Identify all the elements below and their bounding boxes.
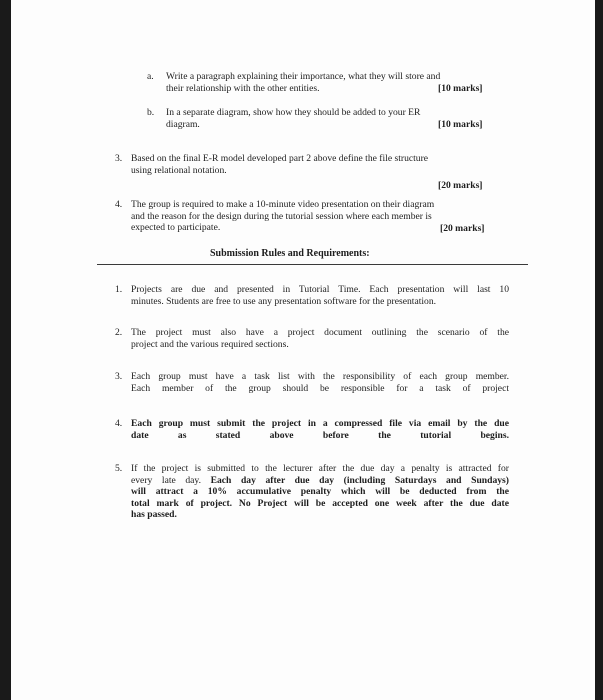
item4-number: 4. bbox=[115, 199, 123, 210]
rule1-line2: minutes. Students are free to use any presentation software for the presentation. bbox=[131, 295, 437, 307]
item4-line2: and the reason for the design during the tutorial session where each member is bbox=[131, 210, 432, 222]
item3-text bbox=[131, 153, 511, 176]
rule4-number: 4. bbox=[115, 418, 123, 429]
rule4-line1: Each group must submit the project in a compressed file via email by the due bbox=[131, 418, 509, 429]
rule2-text bbox=[131, 327, 509, 350]
rule4-text bbox=[131, 418, 509, 441]
item4-line3: expected to participate. bbox=[131, 222, 221, 234]
rule5-number: 5. bbox=[115, 463, 123, 474]
rule2-line1: The project must also have a project document outlining the scenario of the bbox=[131, 327, 509, 338]
rule3-line2: Each member of the group should be responsible for a task of project bbox=[131, 382, 509, 394]
rule5-text bbox=[131, 463, 509, 521]
subitem-a-line2: their relationship with the other entities. bbox=[166, 82, 320, 94]
item4-line1: The group is required to make a 10-minute video presentation on their diagram bbox=[131, 199, 435, 210]
item3-marks: [20 marks] bbox=[438, 180, 483, 191]
rule5-line2-bold: Each day after due day (including Saturdays and Sundays) bbox=[210, 474, 509, 486]
rule4-line2: date as stated above before the tutorial begins. bbox=[131, 429, 509, 441]
rule5-line1: If the project is submitted to the lecturer after the due day a penalty is attracted for bbox=[131, 463, 509, 474]
rule5-line5: has passed. bbox=[131, 509, 177, 521]
item3-line2: using relational notation. bbox=[131, 164, 227, 176]
rule5-line2-normal: every late day. bbox=[131, 474, 211, 486]
rule1-text bbox=[131, 284, 509, 307]
subitem-b-line2: diagram. bbox=[166, 118, 200, 130]
subitem-b-line1: In a separate diagram, show how they should be added to your ER bbox=[166, 107, 421, 118]
rule3-text bbox=[131, 371, 509, 394]
rule5-line4: total mark of project. No Project will be accepted one week after the due date bbox=[131, 497, 509, 509]
rule5-line3: will attract a 10% accumulative penalty which will be deducted from the bbox=[131, 486, 509, 498]
document-page bbox=[11, 0, 595, 700]
subitem-a-marks: [10 marks] bbox=[438, 83, 483, 94]
heading-rule bbox=[97, 264, 528, 265]
subitem-a-line1: Write a paragraph explaining their importance, what they will store and bbox=[166, 71, 441, 82]
subitem-b-label: b. bbox=[147, 107, 155, 118]
item4-marks: [20 marks] bbox=[440, 223, 485, 234]
rule2-line2: project and the various required sections. bbox=[131, 338, 289, 350]
rule3-line1: Each group must have a task list with the responsibility of each group member. bbox=[131, 371, 509, 382]
subitem-b-marks: [10 marks] bbox=[438, 119, 483, 130]
item3-line1: Based on the final E-R model developed part 2 above define the file structure bbox=[131, 153, 429, 164]
rule5-line2 bbox=[131, 475, 509, 487]
rule3-number: 3. bbox=[115, 371, 123, 382]
subitem-a-label: a. bbox=[147, 71, 154, 82]
rule1-line1: Projects are due and presented in Tutorial Time. Each presentation will last 10 bbox=[131, 284, 509, 295]
item3-number: 3. bbox=[115, 153, 123, 164]
rule1-number: 1. bbox=[115, 284, 123, 295]
rule2-number: 2. bbox=[115, 327, 123, 338]
submission-heading: Submission Rules and Requirements: bbox=[210, 248, 370, 259]
